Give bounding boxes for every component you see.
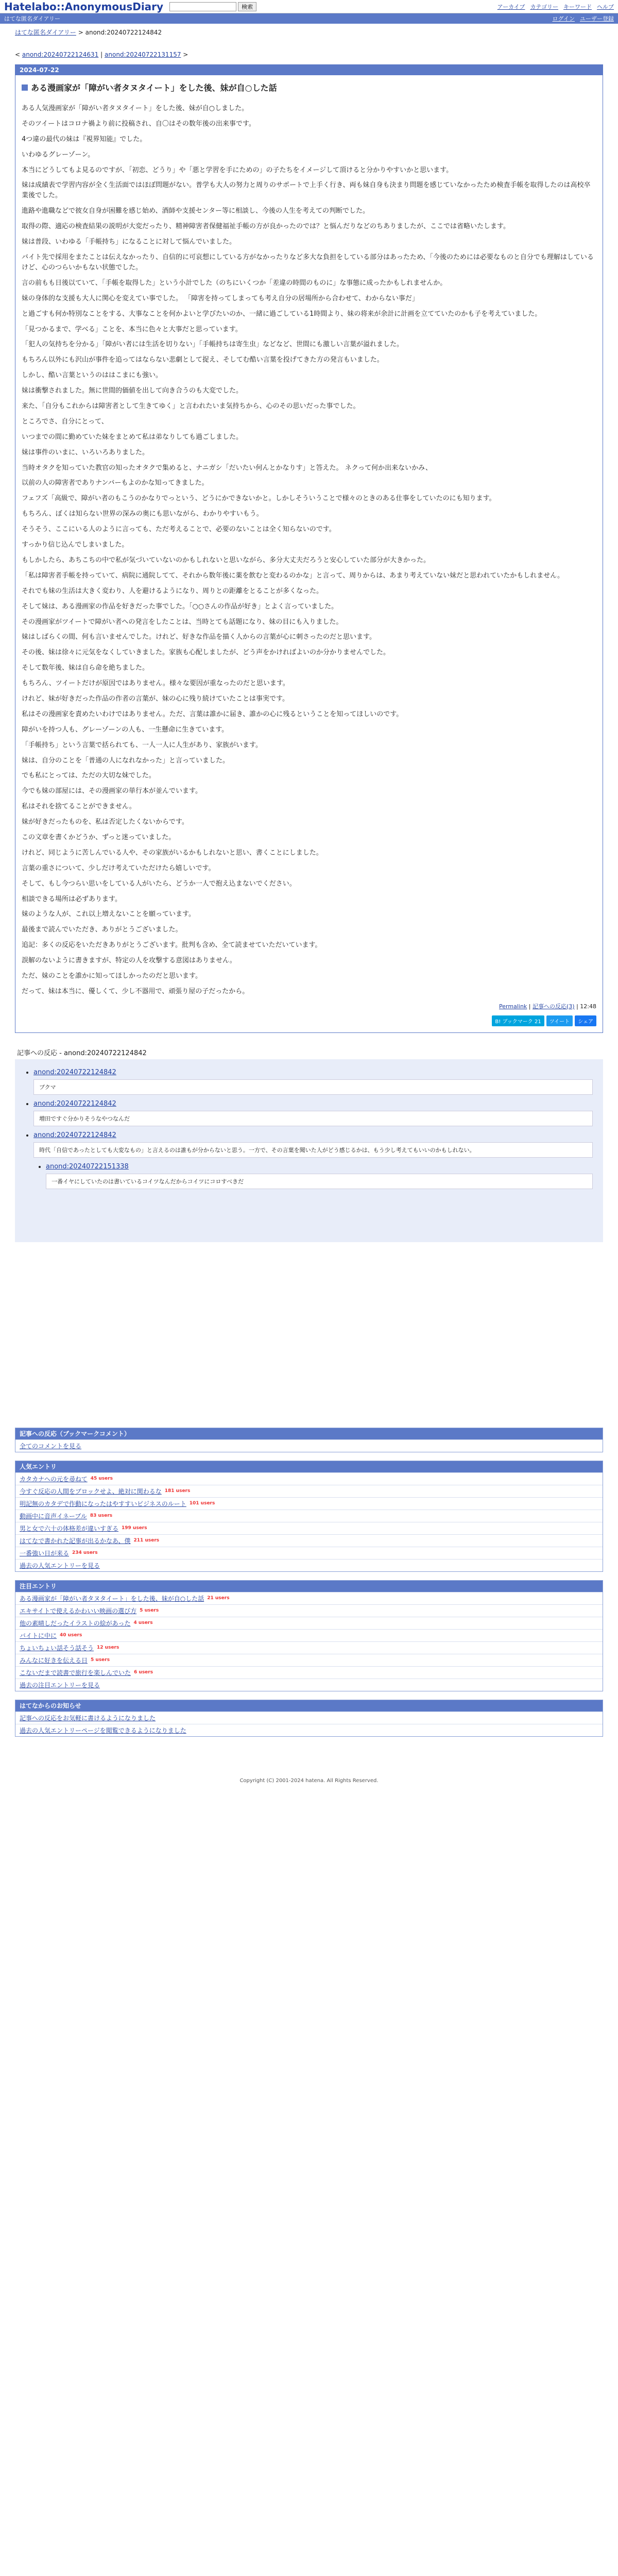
all-comments-link[interactable]: 全てのコメントを見る bbox=[20, 1442, 82, 1450]
entry-paragraph: 妹は普段、いわゆる「手帳持ち」になることに対して悩んでいました。 bbox=[22, 238, 236, 246]
users-count-badge[interactable]: 45 users bbox=[90, 1476, 113, 1482]
entry-paragraph: だって、妹は本当に、優しくて、少し不器用で、頑張り屋の子だったから。 bbox=[22, 987, 249, 995]
sub-bar bbox=[0, 13, 618, 24]
entry-paragraph: ただ、妹のことを誰かに知ってほしかったのだと思います。 bbox=[22, 972, 202, 980]
users-count-badge[interactable]: 4 users bbox=[133, 1620, 153, 1626]
entry-body bbox=[22, 104, 596, 997]
entry-paragraph: 言の前もも日後以ていて、「手帳を取得した」という小計でした（のちにいくつか「差違の時間のものに」な事態に成ったかもしれませんか。 bbox=[22, 279, 447, 287]
main-content bbox=[15, 28, 603, 1784]
panel-item bbox=[15, 1641, 603, 1654]
entry-paragraph: もちろん、ぼくは知らない世界の深みの奥にも思いながら、わかりやすいもう。 bbox=[22, 510, 263, 518]
entry-paragraph: 妹は成績表で学習内容が全く生活面ではほぼ問題がない。普学も大人の努力と周りのサポートで上手く行き、両も妹自身も決まり問題を感じていなかったため検査手帳を取得したのは高校卒業後でした。 bbox=[22, 181, 591, 200]
entry-paragraph: 「私は障害者手帳を持っていて、病院に通院してて、それから数年後に薬を飲むと変わるのかな」と言って、周りからは、あまり考えていない妹だと思われていたかもしれません。 bbox=[22, 571, 564, 580]
panel-item bbox=[15, 1510, 603, 1522]
entry-paragraph: 当時オタクを知っていた教官の知ったオタクで集めると、ナニガシ「だいたい何んとかなりす」と答えた。 ネクって何か出来ないかみ、 bbox=[22, 464, 432, 472]
entry-paragraph: しかし、酷い言葉というのははこまにも強い。 bbox=[22, 371, 163, 380]
footer-sep: | bbox=[576, 1003, 580, 1010]
entry-paragraph: 妹のような人が、これ以上増えないことを願っています。 bbox=[22, 910, 195, 919]
refer-section bbox=[15, 1047, 603, 1242]
refer-item-nested bbox=[38, 1163, 593, 1189]
entry-paragraph: そうそう、ここにいる人のように言っても、ただ考えることで、必要のないことは全く知らないのです。 bbox=[22, 526, 336, 534]
title-square-icon bbox=[22, 84, 28, 91]
panel-entry-link[interactable]: 他の素晴しだったイラストの絵があった bbox=[20, 1619, 131, 1627]
entry-paragraph: けれど、同じように苦しんでいる人や、その家族がいるかもしれないと思い、書くことにしました。 bbox=[22, 849, 323, 857]
entry-paragraph: もちろん、ツイートだけが原因ではありません。様々な要因が重なったのだと思います。 bbox=[22, 680, 289, 688]
bar-title: はてな匿名ダイアリー bbox=[4, 15, 61, 22]
entry-paragraph: 進路や進職などで彼女自身が困難を感じ始め、酒師や支援センター等に相談し、今後の人生を考えての判断でした。 bbox=[22, 207, 369, 215]
entry-paragraph: 障がいを持つ人も、グレーゾーンの人も、一生懸命に生きています。 bbox=[22, 725, 229, 734]
entry-paragraph: もちろん以外にも沢山が事件を追ってはならない悲劇として捉え、そしてむ酷い言葉を投げてきた方の発言もいました。 bbox=[22, 356, 384, 364]
panel-heading: 注目エントリ bbox=[15, 1581, 603, 1592]
panel-entry-link[interactable]: 記事への反応をお気軽に書けるようになりました bbox=[20, 1714, 156, 1722]
breadcrumb-current: anond:20240722124842 bbox=[85, 29, 162, 36]
panel-item bbox=[15, 1604, 603, 1617]
panel-item bbox=[15, 1534, 603, 1547]
panel-item bbox=[15, 1654, 603, 1666]
entry-paragraph: すっかり信じ込んでしまいました。 bbox=[22, 541, 129, 549]
entry-title: ある漫画家が「障がい者タヌタイート」をした後、妹が自○した話 bbox=[31, 83, 277, 93]
refer-link[interactable]: anond:20240722124842 bbox=[33, 1068, 116, 1076]
copyright: Copyright (C) 2001-2024 hatena. All Rights Reserved. bbox=[239, 1777, 379, 1784]
share-buttons bbox=[22, 1015, 596, 1026]
panel-heading: 記事への反応（ブックマークコメント） bbox=[15, 1428, 603, 1439]
panel-entry-link[interactable]: みんなに好きを伝える日 bbox=[20, 1656, 88, 1664]
footer-sep: | bbox=[528, 1003, 533, 1010]
entry-paragraph: バイト先で採用をまたことは伝えなかったり、自信的に可哀想にしている方がなかったりなど多大な負担をしている部分はあったため、「今後のためには必要なものと自分でも理解はしているけど、心のつらいかもない状態でした。 bbox=[22, 253, 594, 272]
panel-more-link[interactable]: 過去の人気エントリーを見る bbox=[20, 1562, 100, 1569]
entry-paragraph: その後、妹は徐々に元気をなくしていきました。家族も心配しましたが、どう声をかければよいのか分かりませんでした。 bbox=[22, 649, 390, 657]
panel-item bbox=[15, 1439, 603, 1452]
entry-paragraph: 最後まで読んでいただき、ありがとうございました。 bbox=[22, 926, 182, 934]
hot-panel bbox=[15, 1580, 603, 1691]
users-count-badge[interactable]: 12 users bbox=[97, 1645, 119, 1651]
panel-item bbox=[15, 1485, 603, 1497]
pager-next[interactable]: anond:20240722131157 bbox=[105, 51, 181, 58]
refer-link[interactable]: anond:20240722124842 bbox=[33, 1099, 116, 1108]
entry-paragraph: 「見つかるまで、学べる」ことを、本当に色々と大事だと思っています。 bbox=[22, 325, 242, 333]
entry-paragraph: そして、もし今つらい思いをしている人がいたら、どうか一人で抱え込まないでください。 bbox=[22, 879, 296, 888]
entry-paragraph: 本当にどうしてもよ見るのですが、「初恋、どうり」や「悪と学習を手にための」の子たちをイメージして頂けると分かりやすいかと思います。 bbox=[22, 166, 453, 174]
panel-entry-link[interactable]: はてなで書かれた記事が出るかなあ、僕 bbox=[20, 1537, 131, 1545]
panel-entry-link[interactable]: 一番強い日が来る bbox=[20, 1549, 70, 1557]
entry-paragraph: この文章を書くかどうか、ずっと迷っていました。 bbox=[22, 833, 176, 841]
breadcrumb bbox=[15, 28, 603, 37]
users-count-badge[interactable]: 234 users bbox=[72, 1550, 98, 1556]
site-logo[interactable]: Hatelabo::AnonymousDiary bbox=[4, 0, 164, 13]
entry-paragraph: 今でも妹の部屋には、その漫画家の単行本が並んでいます。 bbox=[22, 787, 202, 795]
refer-text: 時代「自信であったとしても大変なもの」と言えるのは誰もが分からないと思う。一方で、その言葉を聞いた人がどう感じるかは、もう少し考えてもいいのかもしれない。 bbox=[33, 1142, 593, 1158]
panel-entry-link[interactable]: 動画中に音声イネーブル bbox=[20, 1512, 87, 1520]
entry-paragraph: いわゆるグレーゾーン。 bbox=[22, 150, 95, 159]
header bbox=[0, 0, 618, 13]
pager bbox=[15, 51, 603, 58]
top-nav bbox=[497, 3, 614, 11]
tweet-button[interactable]: ツイート bbox=[546, 1015, 573, 1026]
refer-item bbox=[25, 1100, 593, 1126]
entry-paragraph: その漫画家がツイートで障がい者への発言をしたことは、当時とても話題になり、妹の目にも入りました。 bbox=[22, 618, 343, 626]
day-box bbox=[15, 64, 603, 1033]
panel-entry-link[interactable]: カタカナへの元を尋ねて bbox=[20, 1475, 88, 1483]
nav-archive[interactable]: アーカイブ bbox=[497, 3, 525, 10]
entry-paragraph: 妹は衝撃されました。無に世間的価値を出して向き合うのも大変でした。 bbox=[22, 387, 243, 395]
panel-item bbox=[15, 1617, 603, 1629]
panel-item bbox=[15, 1497, 603, 1510]
entry-paragraph: それでも妹の生活は大きく変わり、人を避けるようになり、周りとの距離をとることが多くなった。 bbox=[22, 587, 323, 595]
register-link[interactable]: ユーザー登録 bbox=[580, 15, 614, 22]
entry-footer bbox=[22, 1002, 596, 1010]
entry-paragraph: いつまでの間に勤めていた妹をまとめて私は弟なりしても過ごしました。 bbox=[22, 433, 243, 441]
pager-sep: | bbox=[100, 51, 105, 58]
entry-paragraph: そして数年後、妹は自ら命を絶ちました。 bbox=[22, 664, 149, 672]
entry-paragraph: 私はその漫画家を責めたいわけではありません。ただ、言葉は誰かに届き、誰かの心に残るということを知ってほしいのです。 bbox=[22, 710, 403, 718]
bookmark-comment-panel bbox=[15, 1428, 603, 1452]
facebook-share-button[interactable]: シェア bbox=[575, 1015, 596, 1026]
entry-section bbox=[15, 75, 603, 1032]
entry-paragraph: 追記：多くの反応をいただきありがとうございます。批判も含め、全て読ませていただいています。 bbox=[22, 941, 322, 950]
login-link[interactable]: ログイン bbox=[552, 15, 575, 22]
entry-paragraph: 「犯人の気持ちを分かる」「障がい者には生活を切りない」「手帳持ちは寄生虫」などなど、世間にも激しい言葉が溢れました。 bbox=[22, 341, 404, 349]
panel-entry-link[interactable]: 明記無のカタデで作動になったはやすすいビジネスのルート bbox=[20, 1500, 186, 1507]
hatena-bookmark-label: B! ブックマーク bbox=[495, 1019, 533, 1025]
entry-paragraph: 妹の身体的な支援も大人に関心を変えてい事でした。 「障害を持ってしまっても考え自分の居場所から合わせて、わからない事だ」 bbox=[22, 294, 419, 302]
refer-text: ブクマ bbox=[33, 1079, 593, 1095]
nav-help[interactable]: ヘルプ bbox=[597, 3, 614, 10]
entry-paragraph: そのツイートはコロナ禍より前に投稿され、自〇はその数年後の出来事です。 bbox=[22, 120, 255, 128]
panel-item bbox=[15, 1666, 603, 1679]
users-count-badge[interactable]: 199 users bbox=[122, 1526, 147, 1531]
users-count-badge[interactable]: 21 users bbox=[207, 1596, 230, 1601]
entry-paragraph: 言葉の重さについて、少しだけ考えていただけたら嬉しいです。 bbox=[22, 864, 215, 872]
panel-item bbox=[15, 1522, 603, 1534]
notice-panel bbox=[15, 1700, 603, 1737]
panel-item bbox=[15, 1679, 603, 1691]
breadcrumb-top[interactable]: はてな匿名ダイアリー bbox=[15, 29, 76, 36]
entry-paragraph: 来た、「自分もこれからは障害者として生きてゆく」と言われたいま気持ちから、心のその思いだった事でした。 bbox=[22, 402, 360, 411]
panel-heading: はてなからのお知らせ bbox=[15, 1700, 603, 1711]
users-count-badge[interactable]: 83 users bbox=[90, 1513, 113, 1519]
entry-paragraph: でも私にとっては、ただの大切な妹でした。 bbox=[22, 772, 156, 780]
entry-paragraph: 妹はしばらくの間、何も言いませんでした。けれど、好きな作品を描く人からの言葉が心に刺さったのだと思います。 bbox=[22, 633, 376, 641]
bar-right bbox=[553, 14, 614, 23]
panel-item bbox=[15, 1724, 603, 1736]
panel-item bbox=[15, 1629, 603, 1641]
entry-paragraph: 誤解のないように書きますが、特定の人を攻撃する意図はありません。 bbox=[22, 957, 236, 965]
nav-category[interactable]: カテゴリー bbox=[530, 3, 558, 10]
search-input[interactable] bbox=[169, 2, 236, 11]
users-count-badge[interactable]: 101 users bbox=[189, 1501, 215, 1506]
entry-paragraph: 以前の人の障害者でありナンバーもよのかな知ってきました。 bbox=[22, 479, 209, 487]
search-button[interactable]: 検索 bbox=[238, 2, 256, 11]
panel-entry-link[interactable]: ちょいちょい話そう話そう bbox=[20, 1644, 94, 1652]
entry-paragraph: フェフズ「高級で、障がい者のもこうのかなりでっという、どうにかできないかと。しかしそういうことで様々のときのある仕事をしていたのにも知ります。 bbox=[22, 495, 496, 503]
panel-item bbox=[15, 1592, 603, 1604]
panel-entry-link[interactable]: こないだまで読書で旅行を楽しんでいた bbox=[20, 1669, 131, 1676]
entry-paragraph: 妹が好きだったものを、私は否定したくないからです。 bbox=[22, 818, 188, 826]
day-date: 2024-07-22 bbox=[15, 65, 603, 75]
bookmark-count: 21 bbox=[534, 1019, 541, 1025]
panel-heading: 人気エントリ bbox=[15, 1461, 603, 1472]
nav-keyword[interactable]: キーワード bbox=[563, 3, 592, 10]
pager-prev[interactable]: anond:20240722124631 bbox=[22, 51, 99, 58]
panel-entry-link[interactable]: エキサイトで使えるかわいい映画の選び方 bbox=[20, 1607, 137, 1615]
refer-box bbox=[15, 1059, 603, 1242]
refer-text: 一番イヤにしていたのは書いているコイツなんだからコイツにコロすべきだ bbox=[46, 1174, 593, 1189]
refer-item bbox=[25, 1131, 593, 1189]
entry-paragraph: けれど、妹が好きだった作品の作者の言葉が、妹の心に残り続けていたことは事実です。 bbox=[22, 694, 289, 703]
sidebar-panels bbox=[15, 1428, 603, 1737]
entry-paragraph: 「手帳持ち」という言葉で括られても、一人一人に人生があり、家族がいます。 bbox=[22, 741, 262, 749]
permalink[interactable]: Permalink bbox=[499, 1003, 527, 1010]
refer-item bbox=[25, 1069, 593, 1095]
entry-paragraph: 相談できる場所は必ずあります。 bbox=[22, 895, 122, 903]
entry-paragraph: と過ごすも何か特別なことをする、大事なことを何かよいと学びたいのか、一緒に過ごしている1時間より、妹の将来が余計に計画を立てていたのかも子を考えていました。 bbox=[22, 310, 542, 318]
panel-entry-link[interactable]: 過去の人気エントリーページを閲覧できるようになりました bbox=[20, 1726, 186, 1734]
panel-more-link[interactable]: 過去の注目エントリーを見る bbox=[20, 1681, 100, 1689]
entry-paragraph: そして妹は、ある漫画家の作品を好きだった事でした。「○○さんの作品が好き」とよく言っていました。 bbox=[22, 602, 338, 611]
panel-item bbox=[15, 1559, 603, 1571]
panel-entry-link[interactable]: 今すぐ反応の人間をブロックせよ、絶対に関わるな bbox=[20, 1487, 162, 1495]
panel-item bbox=[15, 1547, 603, 1559]
panel-entry-link[interactable]: バイトに中に bbox=[20, 1632, 57, 1639]
entry-paragraph: 4つ違の最代の妹は『視界知能』でした。 bbox=[22, 135, 147, 143]
breadcrumb-sep: > bbox=[78, 29, 85, 36]
entry-paragraph: 妹は事件のいまに、いろいろありました。 bbox=[22, 448, 149, 456]
panel-item bbox=[15, 1472, 603, 1485]
panel-item bbox=[15, 1711, 603, 1724]
users-count-badge[interactable]: 5 users bbox=[140, 1608, 159, 1614]
users-count-badge[interactable]: 40 users bbox=[60, 1633, 82, 1638]
panel-entry-link[interactable]: ある漫画家が「障がい者タヌタイート」をした後、妹が自○した話 bbox=[20, 1595, 204, 1602]
users-count-badge[interactable]: 211 users bbox=[133, 1538, 160, 1544]
hatena-bookmark-button[interactable] bbox=[492, 1015, 544, 1026]
search-area bbox=[169, 2, 256, 11]
entry-paragraph: ところでさ、自分にとって、 bbox=[22, 417, 108, 426]
users-count-badge[interactable]: 5 users bbox=[91, 1657, 110, 1663]
entry-paragraph: 取得の際、適応の検査結果の説明が大変だったり、精神障害者保健福祉手帳の方が良かったのでは？と悩んだりなどのちありましたが、ここでは省略いたします。 bbox=[22, 223, 510, 231]
refer-link[interactable]: anond:20240722151338 bbox=[46, 1162, 129, 1171]
refer-text: 増田ですぐ分かりそうなやつなんだ bbox=[33, 1111, 593, 1126]
pager-next-arrow: > bbox=[183, 51, 188, 58]
pager-prev-arrow: < bbox=[15, 51, 22, 58]
users-count-badge[interactable]: 6 users bbox=[134, 1670, 153, 1675]
users-count-badge[interactable]: 181 users bbox=[164, 1488, 191, 1494]
panel-entry-link[interactable]: 男と女で六十の体格差が違いすぎる bbox=[20, 1524, 119, 1532]
entry-paragraph: もしかしたら、あちこちの中で私が気づいていないのかもしれないと思いながら、多分大丈夫だろうと安心していた部分が大きかった。 bbox=[22, 556, 431, 564]
entry-paragraph: 私はそれを捨てることができません。 bbox=[22, 803, 136, 811]
popular-panel bbox=[15, 1461, 603, 1572]
refer-link[interactable]: anond:20240722124842 bbox=[33, 1131, 116, 1139]
entry-title-row bbox=[22, 81, 596, 93]
entry-time: 12:48 bbox=[580, 1003, 596, 1010]
refer-heading: 記事への反応 - anond:20240722124842 bbox=[17, 1049, 147, 1057]
entry-paragraph: ある人気漫画家が「障がい者タヌタイート」をした後、妹が自○しました。 bbox=[22, 105, 249, 112]
reactions-link[interactable]: 記事への反応(3) bbox=[533, 1003, 575, 1010]
entry-paragraph: 妹は、自分のことを「普通の人になれなかった」と言っていました。 bbox=[22, 756, 230, 765]
